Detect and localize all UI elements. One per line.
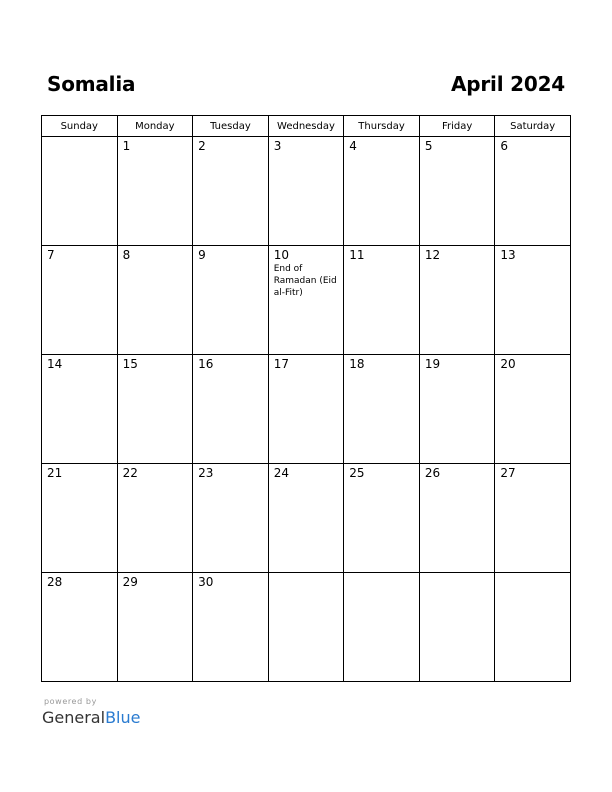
day-cell bbox=[193, 464, 269, 573]
brand-general: General bbox=[42, 708, 106, 727]
day-number: 24 bbox=[273, 466, 289, 480]
day-number: 1 bbox=[122, 139, 131, 153]
day-number: 18 bbox=[349, 357, 365, 371]
country-title: Somalia bbox=[47, 72, 136, 96]
day-cell bbox=[42, 137, 118, 246]
day-number: 13 bbox=[500, 248, 516, 262]
day-cell bbox=[193, 246, 269, 355]
day-number: 2 bbox=[198, 139, 206, 153]
holiday-event: End of Ramadan (Eid al-Fitr) bbox=[273, 264, 337, 298]
weekday-header-row bbox=[42, 116, 571, 137]
day-cell bbox=[268, 573, 344, 682]
day-number: 27 bbox=[500, 466, 516, 480]
day-number: 7 bbox=[47, 248, 55, 262]
day-number: 14 bbox=[47, 357, 63, 371]
day-cell bbox=[117, 573, 193, 682]
day-cell bbox=[268, 355, 344, 464]
day-number: 22 bbox=[122, 466, 138, 480]
day-cell bbox=[344, 573, 420, 682]
day-cell bbox=[344, 246, 420, 355]
calendar-body bbox=[42, 137, 571, 682]
day-number: 25 bbox=[349, 466, 365, 480]
week-row bbox=[42, 355, 571, 464]
weekday-wednesday: Wednesday bbox=[268, 116, 344, 137]
day-cell bbox=[268, 464, 344, 573]
weekday-tuesday: Tuesday bbox=[193, 116, 269, 137]
day-cell bbox=[419, 137, 495, 246]
day-cell bbox=[495, 464, 571, 573]
powered-by-label: powered by bbox=[44, 697, 97, 706]
day-number: 8 bbox=[122, 248, 131, 262]
day-cell bbox=[117, 137, 193, 246]
day-cell bbox=[495, 137, 571, 246]
day-number: 15 bbox=[122, 357, 138, 371]
day-number: 4 bbox=[349, 139, 357, 153]
day-number: 30 bbox=[198, 575, 214, 589]
weekday-friday: Friday bbox=[419, 116, 495, 137]
day-number: 12 bbox=[424, 248, 441, 262]
day-number: 17 bbox=[273, 357, 289, 371]
day-cell bbox=[117, 355, 193, 464]
day-cell bbox=[268, 246, 344, 355]
day-cell bbox=[344, 137, 420, 246]
day-cell bbox=[42, 355, 118, 464]
day-cell bbox=[495, 573, 571, 682]
week-row bbox=[42, 137, 571, 246]
week-row bbox=[42, 246, 571, 355]
day-number: 23 bbox=[198, 466, 214, 480]
day-cell bbox=[268, 137, 344, 246]
day-number: 16 bbox=[198, 357, 214, 371]
calendar-grid bbox=[41, 115, 571, 682]
day-number: 19 bbox=[424, 357, 441, 371]
day-number: 29 bbox=[122, 575, 138, 589]
day-cell bbox=[344, 464, 420, 573]
day-cell bbox=[419, 573, 495, 682]
day-cell bbox=[42, 573, 118, 682]
day-cell bbox=[193, 573, 269, 682]
day-cell bbox=[117, 246, 193, 355]
day-number: 21 bbox=[47, 466, 63, 480]
day-cell bbox=[42, 246, 118, 355]
day-cell bbox=[117, 464, 193, 573]
weekday-saturday: Saturday bbox=[495, 116, 571, 137]
day-number: 5 bbox=[424, 139, 433, 153]
day-cell bbox=[42, 464, 118, 573]
week-row bbox=[42, 464, 571, 573]
brand-logo bbox=[42, 708, 140, 727]
day-number: 20 bbox=[500, 357, 516, 371]
weekday-sunday: Sunday bbox=[42, 116, 118, 137]
day-number: 9 bbox=[198, 248, 206, 262]
day-cell bbox=[193, 355, 269, 464]
day-number: 11 bbox=[349, 248, 365, 262]
weekday-thursday: Thursday bbox=[344, 116, 420, 137]
weekday-monday: Monday bbox=[117, 116, 193, 137]
day-number: 28 bbox=[47, 575, 63, 589]
brand-blue: Blue bbox=[105, 708, 141, 727]
day-cell bbox=[495, 355, 571, 464]
day-cell bbox=[419, 464, 495, 573]
day-number: 3 bbox=[273, 139, 282, 153]
day-cell bbox=[419, 246, 495, 355]
day-number: 26 bbox=[424, 466, 441, 480]
day-cell bbox=[344, 355, 420, 464]
day-cell bbox=[419, 355, 495, 464]
day-number: 10 bbox=[273, 248, 289, 262]
day-cell bbox=[495, 246, 571, 355]
month-year-title: April 2024 bbox=[451, 72, 565, 96]
day-number: 6 bbox=[500, 139, 509, 153]
week-row bbox=[42, 573, 571, 682]
day-cell bbox=[193, 137, 269, 246]
